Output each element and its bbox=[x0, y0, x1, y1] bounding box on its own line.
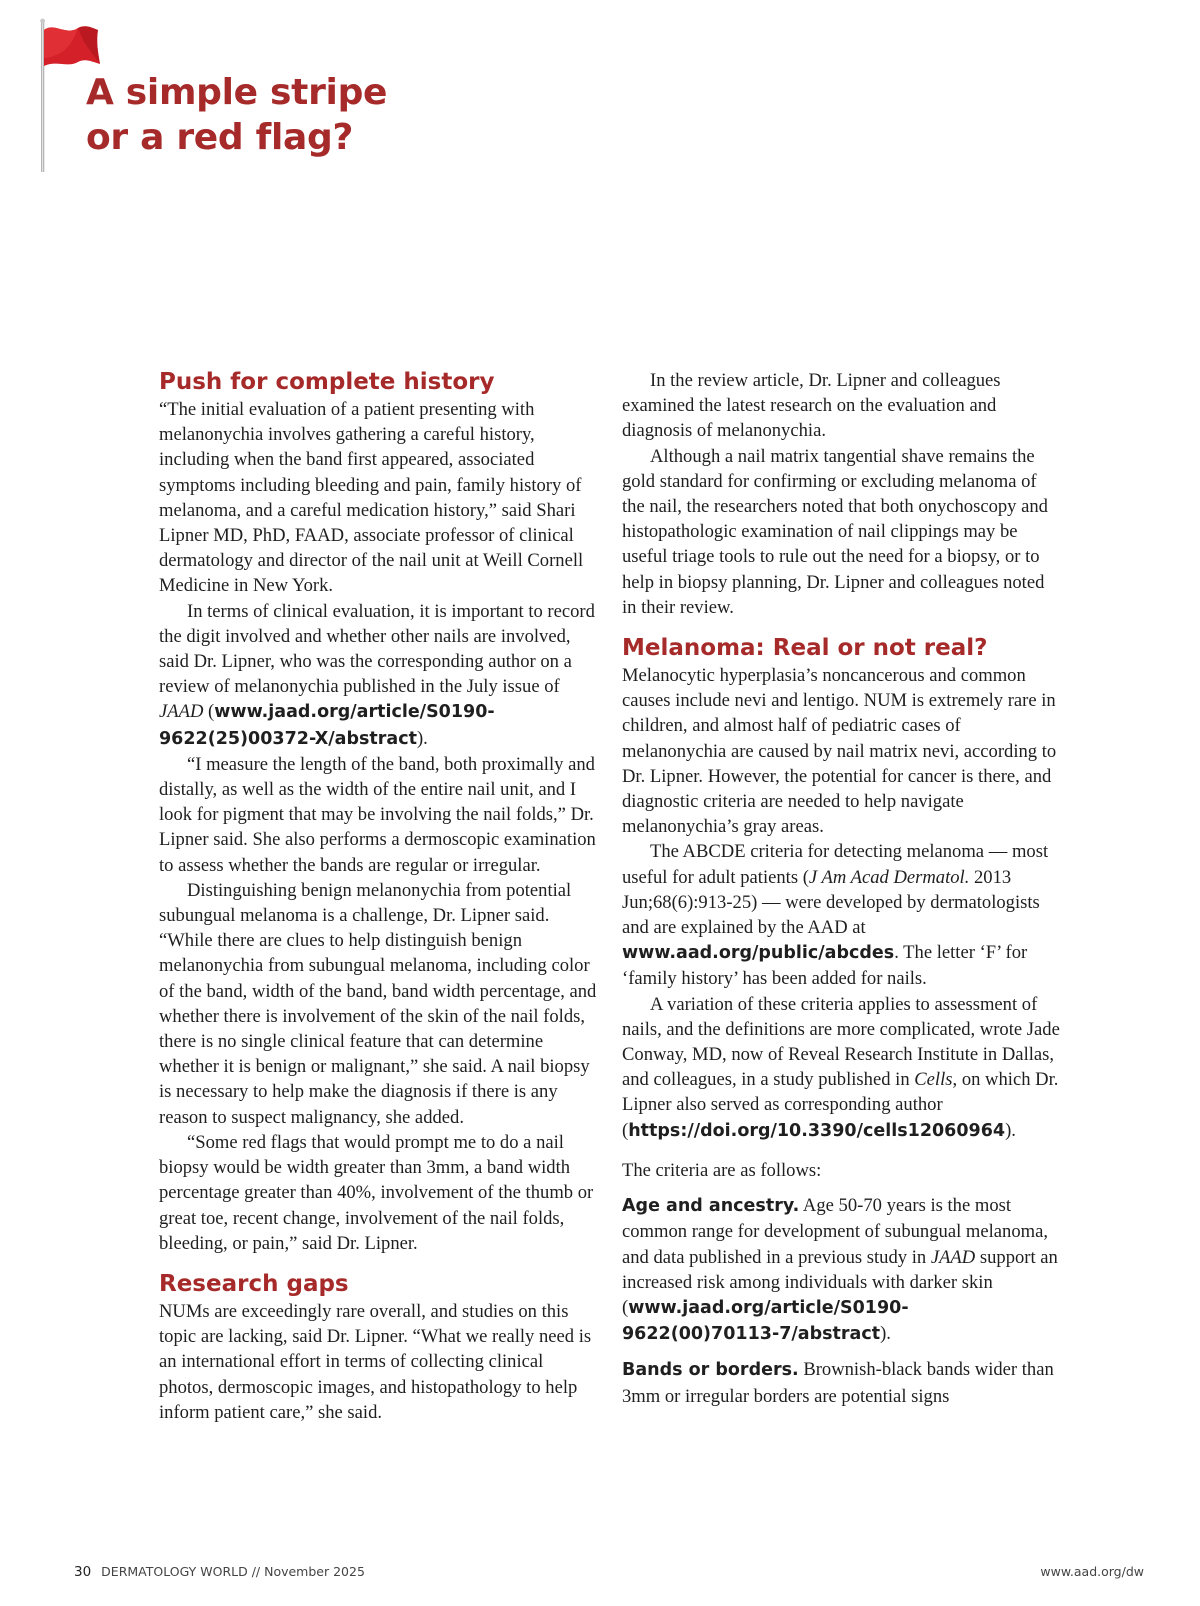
jaad-journal-name-2: JAAD bbox=[930, 1246, 976, 1268]
paragraph-research-gaps: NUMs are exceedingly rare overall, and studies on this topic are lacking, said Dr. Lipner. “What we really need is an international effort in terms of collecting clinical photos, dermoscopic images, and histopathology to help inform patient care,” she said. bbox=[159, 1300, 592, 1423]
page-number: 30 bbox=[74, 1564, 92, 1580]
p11-text: A variation of these criteria applies to assessment of nails, and the definitions are more complicated, wrote Jade Conway, MD, now of Reveal Research Institute in Dallas, and colleagues, in a study published in bbox=[622, 993, 1060, 1091]
p10-mid: 2013 Jun;68(6):913-25) — were developed by dermatologists and are explained by the AAD at bbox=[622, 866, 1040, 939]
p2-close-paren: ). bbox=[416, 727, 428, 749]
jaad-study-link[interactable]: www.jaad.org/article/S0190-9622(00)70113-7/abstract bbox=[622, 1297, 909, 1345]
p11-post: ). bbox=[1005, 1119, 1016, 1141]
left-column bbox=[159, 368, 599, 1425]
right-column bbox=[622, 368, 1062, 1409]
paragraph-abcde-criteria bbox=[622, 839, 1062, 991]
c1-text: Age 50-70 years is the most common range for development of subungual melanoma, and data published in a previous study in bbox=[622, 1195, 1048, 1268]
page-title bbox=[86, 70, 387, 160]
paragraph-red-flags: “Some red flags that would prompt me to do a nail biopsy would be width greater than 3mm, a band width percentage greater than 40%, involvement of the thumb or great toe, recent change, involvement of the nail folds, bleeding, or pain,” said Dr. Lipner. bbox=[159, 1131, 594, 1254]
page-footer bbox=[74, 1564, 1144, 1580]
paragraph-initial-evaluation: “The initial evaluation of a patient presenting with melanonychia involves gathering a careful history, including when the band first appeared, associated symptoms including bleeding and pain, family history of melanoma, and a careful medication history,” said Shari Lipner MD, PhD, FAAD, associate professor of clinical dermatology and director of the nail unit at Weill Cornell Medicine in New York. bbox=[159, 399, 584, 597]
paragraph-criteria-intro: The criteria are as follows: bbox=[622, 1159, 822, 1181]
citation-j-am-acad-dermatol: J Am Acad Dermatol. bbox=[808, 866, 970, 888]
heading-push-for-complete-history: Push for complete history bbox=[159, 369, 495, 395]
paragraph-clinical-evaluation bbox=[159, 599, 599, 752]
title-line-1: A simple stripe bbox=[86, 72, 388, 113]
c1-post: ). bbox=[880, 1323, 891, 1345]
paragraph-melanocytic-hyperplasia: Melanocytic hyperplasia’s noncancerous and common causes include nevi and lentigo. NUM is extremely rare in children, and almost half of pediatric cases of melanonychia are caused by nail matrix nevi, according to Dr. Lipner. However, the potential for cancer is there, and diagnostic criteria are needed to help navigate melanonychia’s gray areas. bbox=[622, 665, 1057, 838]
paragraph-measure-band: “I measure the length of the band, both proximally and distally, as well as the width of the entire nail unit, and I look for pigment that may be involving the nail folds,” Dr. Lipner said. She also performs a dermoscopic examination to assess whether the bands are regular or irregular. bbox=[159, 753, 596, 876]
c2-text: Brownish-black bands wider than 3mm or irregular borders are potential signs bbox=[622, 1359, 1054, 1407]
jaad-journal-name: JAAD bbox=[159, 701, 204, 723]
title-line-2: or a red flag? bbox=[86, 117, 354, 158]
footer-url-link[interactable]: www.aad.org/dw bbox=[1040, 1564, 1144, 1579]
jaad-review-link[interactable]: www.jaad.org/article/S0190-9622(25)00372-X/abstract bbox=[159, 702, 495, 749]
publication-name: DERMATOLOGY WORLD // November 2025 bbox=[101, 1564, 365, 1579]
aad-abcdes-link[interactable]: www.aad.org/public/abcdes bbox=[622, 943, 895, 964]
paragraph-distinguishing-benign: Distinguishing benign melanonychia from potential subungual melanoma is a challenge, Dr. Lipner said. “While there are clues to help distinguish benign melanonychia from subungual melanoma, including color of the band, width of the band, band width percentage, and whether there is involvement of the skin of the nail folds, there is no single clinical feature that can determine whether it is benign or malignant,” she said. A nail biopsy is necessary to help make the diagnosis if there is any reason to suspect malignancy, she added. bbox=[159, 879, 597, 1128]
heading-research-gaps: Research gaps bbox=[159, 1270, 349, 1297]
criterion-bands-or-borders bbox=[622, 1357, 1062, 1408]
p11-mid: , on which Dr. Lipner also served as corresponding author ( bbox=[622, 1069, 1059, 1141]
criterion-age-and-ancestry bbox=[622, 1193, 1062, 1347]
paragraph-gold-standard: Although a nail matrix tangential shave remains the gold standard for confirming or excluding melanoma of the nail, the researchers noted that both onychoscopy and histopathologic examination of nail clippings may be useful triage tools to rule out the need for a biopsy, or to help in biopsy planning, Dr. Lipner and colleagues noted in their review. bbox=[622, 445, 1048, 618]
p10-text: The ABCDE criteria for detecting melanoma — most useful for adult patients ( bbox=[622, 841, 1049, 888]
p2-open-paren: ( bbox=[203, 701, 215, 723]
c1-mid: support an increased risk among individuals with darker skin ( bbox=[622, 1246, 1058, 1318]
cells-journal-name: Cells bbox=[914, 1069, 953, 1091]
paragraph-nail-criteria-variation bbox=[622, 992, 1062, 1144]
criterion-label-bands: Bands or borders. bbox=[622, 1360, 799, 1381]
p2-text: In terms of clinical evaluation, it is important to record the digit involved and whether other nails are involved, said Dr. Lipner, who was the corresponding author on a review of melanonychia published in the July issue of bbox=[159, 600, 595, 698]
p10-post: . The letter ‘F’ for ‘family history’ has been added for nails. bbox=[622, 942, 1028, 990]
cells-doi-link[interactable]: https://doi.org/10.3390/cells12060964 bbox=[628, 1120, 1006, 1141]
paragraph-review-article: In the review article, Dr. Lipner and colleagues examined the latest research on the evaluation and diagnosis of melanonychia. bbox=[622, 370, 1001, 442]
heading-melanoma-real-or-not: Melanoma: Real or not real? bbox=[622, 635, 988, 662]
criterion-label-age: Age and ancestry. bbox=[622, 1196, 800, 1217]
